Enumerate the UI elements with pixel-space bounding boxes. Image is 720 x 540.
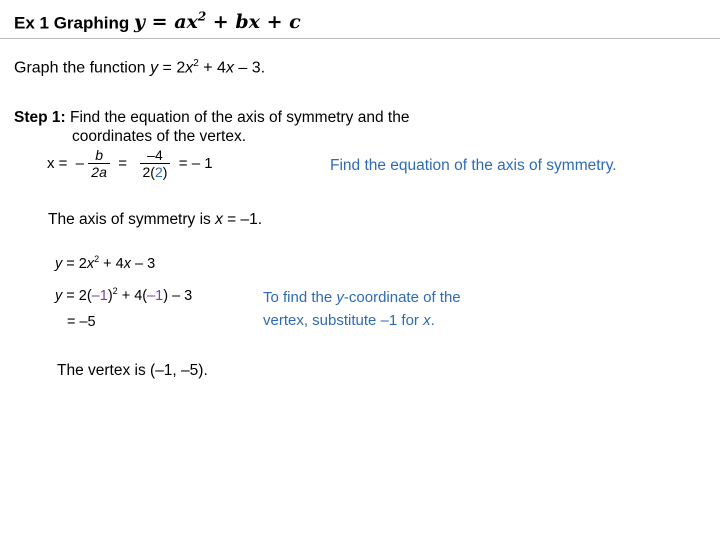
task-statement <box>14 58 265 77</box>
frac-numerator: b <box>88 147 110 164</box>
f1-text: + 4 <box>99 255 124 272</box>
eq-exponent: 2 <box>197 10 207 24</box>
formula-original <box>55 254 155 272</box>
frac-denominator <box>140 164 171 181</box>
eq-minus: – <box>75 154 85 172</box>
f2-text: ) – 3 <box>163 287 193 304</box>
f2-substituted-value: –1 <box>147 287 164 304</box>
fraction-b-over-2a <box>88 147 110 181</box>
eq-equals: = <box>118 154 127 172</box>
f2-exponent: 2 <box>112 286 118 296</box>
eq-result: = – 1 <box>178 154 213 172</box>
formula-result: = –5 <box>67 314 96 330</box>
task-exponent: 2 <box>193 58 199 69</box>
title-prefix: Ex 1 Graphing <box>14 13 130 33</box>
f1-text: – 3 <box>130 255 156 272</box>
vertex-statement: The vertex is (–1, –5). <box>57 362 208 379</box>
task-var-x: x <box>225 59 234 77</box>
task-text: + 4 <box>198 59 226 77</box>
f1-text: = 2 <box>62 255 87 272</box>
axis-statement <box>48 211 262 229</box>
title-equation <box>134 11 301 33</box>
f2-text: + 4( <box>117 287 148 304</box>
axis-text: The axis of symmetry is <box>48 211 216 228</box>
note-text: -coordinate of the <box>343 289 461 306</box>
axis-var-x: x <box>215 211 223 228</box>
step1-heading <box>14 107 409 128</box>
eq-lhs: x = <box>47 154 68 172</box>
note-line1 <box>263 286 461 309</box>
f1-exponent: 2 <box>94 254 100 264</box>
task-text: – 3. <box>233 59 266 77</box>
eq-rest: + bx + c <box>206 11 301 34</box>
axis-equation <box>47 147 213 181</box>
slide-title <box>14 10 301 33</box>
axis-note: Find the equation of the axis of symmetry. <box>330 157 617 174</box>
eq-ax: ax <box>174 11 198 34</box>
task-var-x: x <box>185 59 194 77</box>
f1-var-x: x <box>123 255 131 272</box>
f2-text: = 2( <box>62 287 92 304</box>
f1-var-y: y <box>55 255 63 272</box>
den-value: 2 <box>154 164 163 180</box>
note-var-y: y <box>336 289 344 306</box>
note-var-x: x <box>423 312 431 329</box>
title-divider <box>0 38 720 39</box>
fraction-substituted <box>140 147 171 181</box>
step1-line1: Find the equation of the axis of symmetry and the <box>65 109 410 126</box>
step1-label: Step 1: <box>14 109 66 126</box>
f2-text: ) <box>107 287 113 304</box>
note-text: To find the <box>263 289 337 306</box>
task-text: Graph the function <box>14 59 151 77</box>
frac-numerator: –4 <box>140 147 171 164</box>
eq-y: y <box>133 11 146 34</box>
den-close: ) <box>162 164 168 180</box>
f1-var-x: x <box>86 255 95 272</box>
step1-line2: coordinates of the vertex. <box>72 128 247 145</box>
note-text: vertex, substitute –1 for <box>263 312 424 329</box>
formula-substituted <box>55 286 192 304</box>
eq-equals: = <box>145 11 175 34</box>
y-coordinate-note <box>263 286 461 332</box>
f2-var-y: y <box>55 287 63 304</box>
axis-text: = –1. <box>222 211 263 228</box>
frac-denominator: 2a <box>91 164 107 180</box>
den-open: 2( <box>142 164 155 180</box>
task-text: = 2 <box>158 59 186 77</box>
note-text: . <box>430 312 435 329</box>
f2-substituted-value: –1 <box>91 287 108 304</box>
note-line2 <box>263 309 461 332</box>
task-var-y: y <box>150 59 159 77</box>
